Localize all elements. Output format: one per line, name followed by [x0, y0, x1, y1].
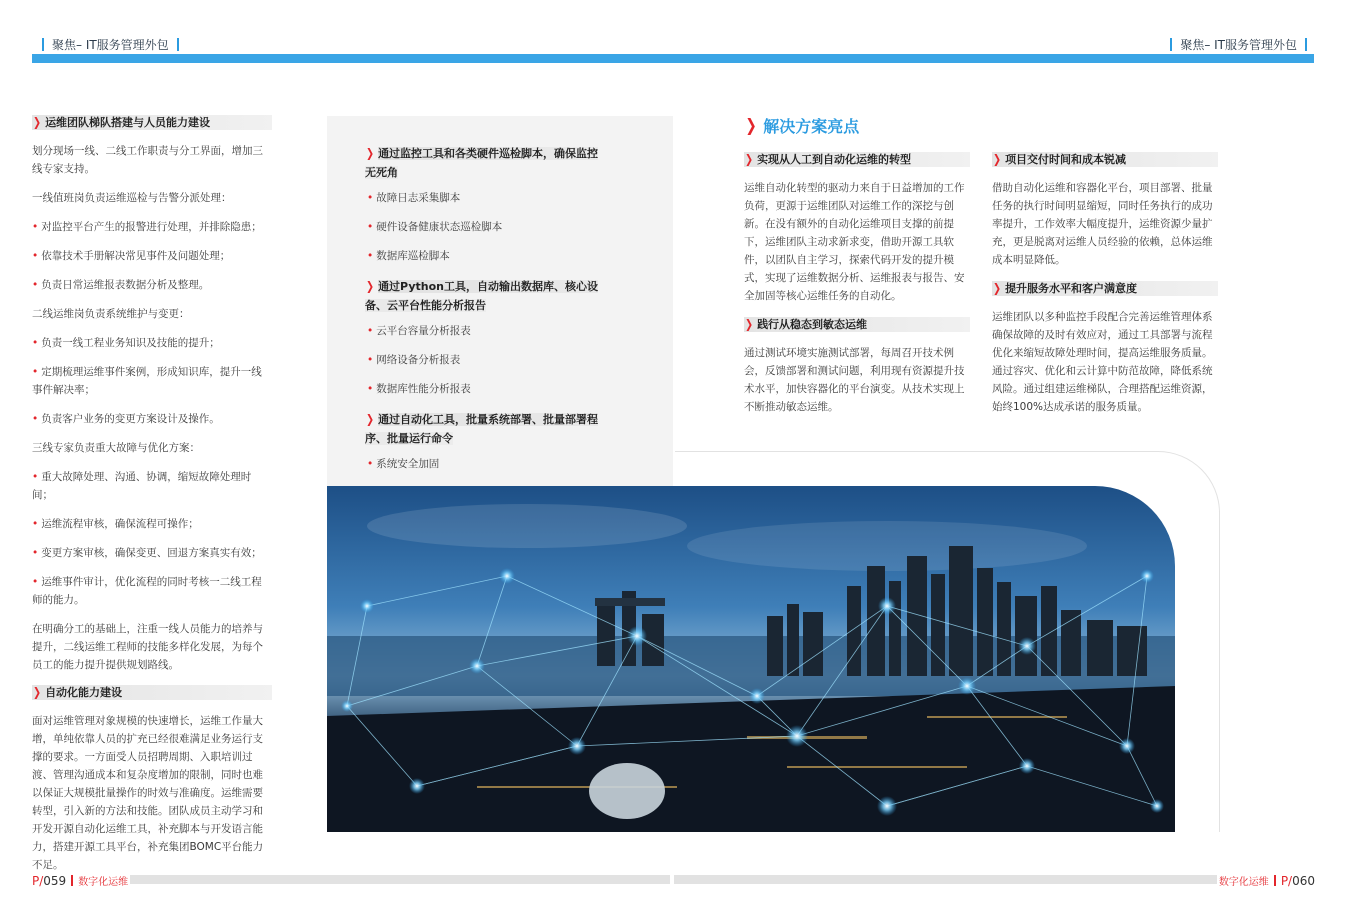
solution-title-text: 解决方案亮点 — [763, 117, 860, 136]
highlight-heading — [992, 152, 1218, 167]
page-prefix: P/ — [1280, 873, 1293, 888]
bullet-item — [32, 334, 272, 352]
list-item — [365, 456, 601, 472]
bullet-text: 对监控平台产生的报警进行处理，并排除隐患； — [41, 221, 262, 233]
section-title: 运维团队梯队搭建与人员能力建设 — [45, 116, 211, 129]
footer-band-left — [130, 875, 670, 884]
highlight-text: 运维团队以多种监控手段配合完善运维管理体系确保故障的及时有效应对，通过工具部署与流程优化来缩短故障处理时间，提高运维服务质量。通过容灾、优化和云计算中防范故障，降低系统风险。通过组建运维梯队，合理搭配运维资源，始终100%达成承诺的服务质量。 — [992, 311, 1213, 413]
chevron-right-icon: ❯ — [745, 115, 757, 136]
left-column — [32, 115, 272, 885]
bullet-text: 重大故障处理、沟通、协调，缩短故障处理时间； — [32, 471, 252, 501]
group-heading — [365, 277, 601, 315]
footer-left — [32, 873, 128, 888]
page-value: 059 — [43, 873, 67, 888]
list-item — [365, 352, 601, 368]
bullet-text: 变更方案审核，确保变更、回退方案真实有效； — [41, 547, 262, 559]
group-title: 通过自动化工具，批量系统部署、批量部署程序、批量运行命令 — [365, 413, 599, 445]
bullet-text: 负责客户业务的变更方案设计及操作。 — [41, 413, 220, 425]
header-divider — [1170, 38, 1172, 51]
highlight-title: 实现从人工到自动化运维的转型 — [757, 153, 912, 166]
highlight-title: 项目交付时间和成本锐减 — [1005, 153, 1127, 166]
highlight-title: 践行从稳态到敏态运维 — [757, 318, 868, 331]
page-prefix: P/ — [32, 873, 44, 888]
bullet-text: 定期梳理运维事件案例，形成知识库，提升一线事件解决率； — [32, 366, 262, 396]
chevron-right-icon: ❯ — [366, 412, 375, 426]
bullet-text: 负责一线工程业务知识及技能的提升； — [41, 337, 220, 349]
highlight-heading — [992, 281, 1218, 296]
city-network-image — [327, 486, 1175, 832]
highlight-text: 通过测试环境实施测试部署，每周召开技术例会，反馈部署和测试问题，利用现有资源提升技术水平，加快容器化的平台演变。从技术实现上不断推动敏态运维。 — [744, 347, 965, 413]
list-item-text: 故障日志采集脚本 — [376, 192, 461, 204]
header-divider — [177, 38, 179, 51]
bullet-item — [32, 276, 272, 294]
highlight-text: 借助自动化运维和容器化平台，项目部署、批量任务的执行时间明显缩短，同时任务执行的成功率提升，工作效率大幅度提升，运维资源少量扩充，更是脱离对运维人员经验的依赖，总体运维成本明显降低。 — [992, 182, 1213, 266]
bullet-item — [32, 410, 272, 428]
header-right — [1162, 36, 1315, 53]
header-divider — [1305, 38, 1307, 51]
header-right-label: 聚焦– IT服务管理外包 — [1180, 38, 1297, 52]
paragraph: 划分现场一线、二线工作职责与分工界面，增加三线专家支持。 — [32, 145, 263, 175]
bullet-text: 运维流程审核，确保流程可操作； — [41, 518, 199, 530]
list-item-text: 云平台容量分析报表 — [376, 325, 471, 337]
footer-divider — [1274, 875, 1276, 886]
header-left-label: 聚焦– IT服务管理外包 — [52, 38, 169, 52]
bullet-item — [32, 573, 272, 609]
footer-right — [1219, 873, 1315, 888]
chevron-right-icon: ❯ — [366, 146, 375, 160]
footer-band-right — [674, 875, 1217, 884]
paragraph: 三线专家负责重大故障与优化方案： — [32, 442, 200, 454]
footer-divider — [71, 875, 73, 886]
city-network-illustration — [327, 486, 1175, 832]
list-item — [365, 381, 601, 397]
group-title: 通过Python工具，自动输出数据库、核心设备、云平台性能分析报告 — [365, 280, 598, 312]
list-item-text: 数据库巡检脚本 — [376, 250, 450, 262]
chevron-right-icon: ❯ — [993, 281, 1002, 295]
highlight-title: 提升服务水平和客户满意度 — [1005, 282, 1138, 295]
highlights-column-a — [744, 152, 970, 428]
footer-tag: 数字化运维 — [1218, 877, 1269, 888]
bullet-text: 运维事件审计，优化流程的同时考核一二线工程师的能力。 — [32, 576, 262, 606]
bullet-item — [32, 544, 272, 562]
bullet-item — [32, 218, 272, 236]
section-title: 自动化能力建设 — [45, 686, 123, 699]
paragraph: 面对运维管理对象规模的快速增长，运维工作量大增，单纯依靠人员的扩充已经很难满足业务运行支撑的要求。一方面受人员招聘周期、入职培训过渡、管理沟通成本和复杂度增加的限制，同时也难以保证大规模批量操作的时效与准确度。运维需要转型，引入新的方法和技能。团队成员主动学习和开发开源自动化运维工具，补充脚本与开发语言能力，搭建开源工具平台，补充集团BOMC平台能力不足。 — [32, 715, 264, 871]
header-left — [34, 36, 187, 53]
highlight-heading — [744, 152, 970, 167]
list-item — [365, 219, 601, 235]
list-item-text: 硬件设备健康状态巡检脚本 — [376, 221, 503, 233]
solution-title — [744, 114, 859, 137]
chevron-right-icon: ❯ — [33, 115, 42, 129]
bullet-item — [32, 363, 272, 399]
list-item-text: 系统安全加固 — [376, 458, 440, 470]
chevron-right-icon: ❯ — [745, 152, 754, 166]
list-item-text: 数据库性能分析报表 — [376, 383, 471, 395]
bullet-text: 负责日常运维报表数据分析及整理。 — [41, 279, 210, 291]
bullet-text: 依靠技术手册解决常见事件及问题处理； — [41, 250, 231, 262]
highlight-text: 运维自动化转型的驱动力来自于日益增加的工作负荷，更源于运维团队对运维工作的深挖与创新。在没有额外的自动化运维项目支撑的前提下，运维团队主动求新求变，借助开源工具软件，以团队自主学习，探索代码开发的提升模式，实现了运维数据分析、运维报表与报告、安全加固等核心运维任务的自动化。 — [744, 182, 965, 302]
group-title: 通过监控工具和各类硬件巡检脚本，确保监控无死角 — [365, 147, 599, 179]
bullet-item — [32, 515, 272, 533]
automation-group — [365, 277, 601, 397]
bullet-item — [32, 247, 272, 265]
highlights-column-b — [992, 152, 1218, 428]
footer-tag: 数字化运维 — [78, 877, 129, 888]
chevron-right-icon: ❯ — [33, 685, 42, 699]
chevron-right-icon: ❯ — [993, 152, 1002, 166]
section-heading — [32, 115, 272, 130]
header-divider — [42, 38, 44, 51]
paragraph: 在明确分工的基础上，注重一线人员能力的培养与提升，二线运维工程师的技能多样化发展，为每个员工的能力提升提供规划路线。 — [32, 623, 263, 671]
list-item — [365, 190, 601, 206]
page-number — [32, 874, 66, 888]
group-heading — [365, 410, 601, 448]
header-band — [32, 54, 1314, 63]
section-heading — [32, 685, 272, 700]
list-item-text: 网络设备分析报表 — [376, 354, 461, 366]
paragraph: 二线运维岗负责系统维护与变更： — [32, 308, 190, 320]
bullet-item — [32, 468, 272, 504]
chevron-right-icon: ❯ — [366, 279, 375, 293]
page-number — [1281, 874, 1315, 888]
list-item — [365, 323, 601, 339]
chevron-right-icon: ❯ — [745, 317, 754, 331]
highlight-heading — [744, 317, 970, 332]
group-heading — [365, 144, 601, 182]
automation-group — [365, 144, 601, 264]
list-item — [365, 248, 601, 264]
paragraph: 一线值班岗负责运维巡检与告警分派处理： — [32, 192, 232, 204]
page-value: 060 — [1292, 873, 1315, 888]
